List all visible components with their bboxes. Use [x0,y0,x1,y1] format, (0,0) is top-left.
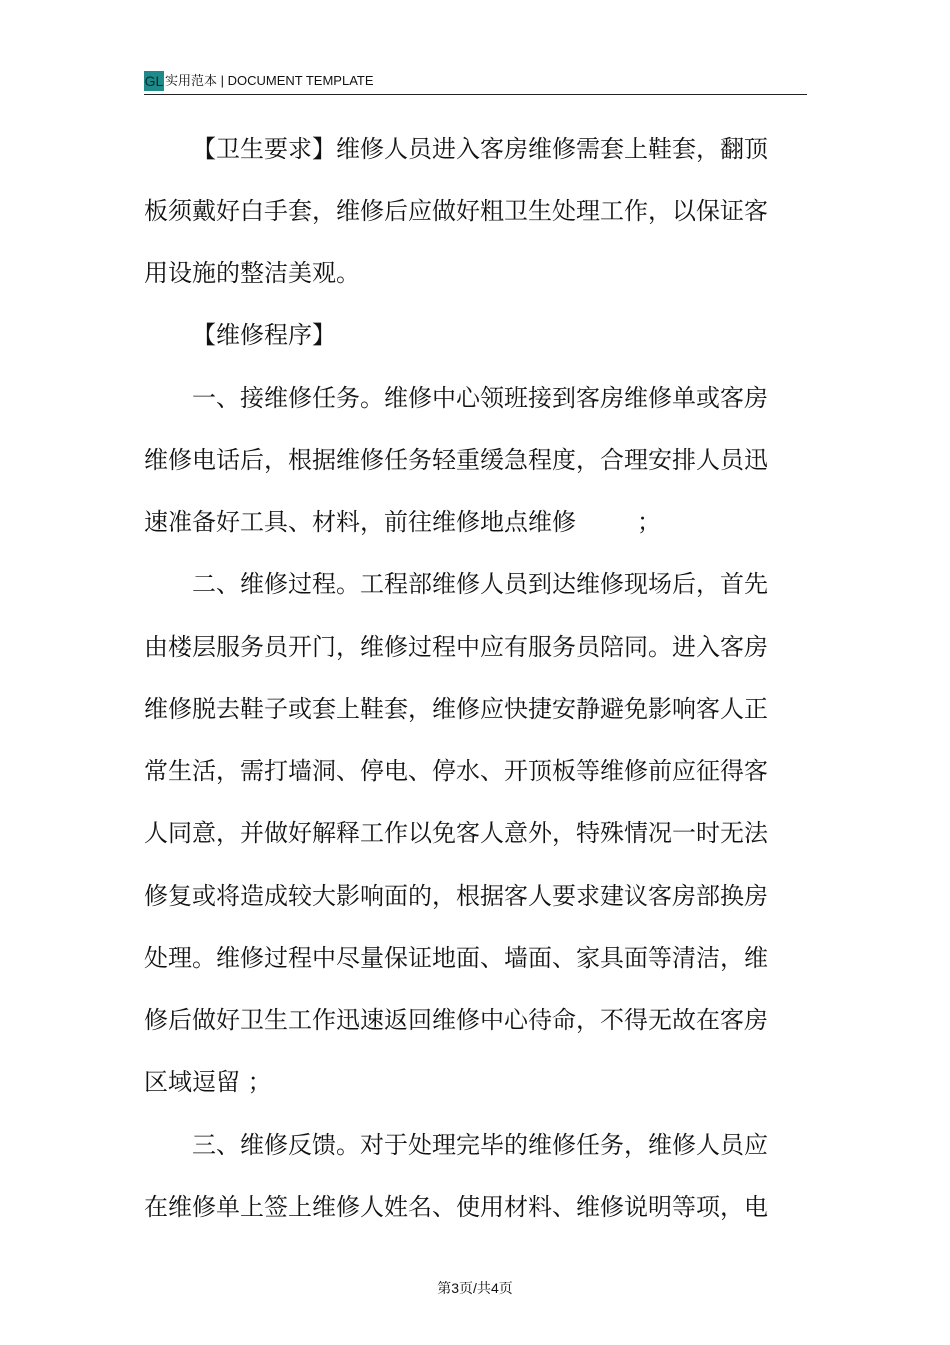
gl-logo: GL [144,73,164,89]
paragraph-line: 速准备好工具、材料，前往维修地点维修 ； [144,508,662,536]
paragraph-line: 二、维修过程。工程部维修人员到达维修现场后，首先 [192,570,768,598]
paragraph-line: 修后做好卫生工作迅速返回维修中心待命，不得无故在客房 [144,1006,768,1034]
paragraph-line: 区域逗留 ； [144,1068,272,1096]
paragraph-line: 处理。维修过程中尽量保证地面、墙面、家具面等清洁，维 [144,944,768,972]
paragraph-line: 修复或将造成较大影响面的，根据客人要求建议客房部换房 [144,882,768,910]
document-header [144,68,807,95]
paragraph-line: 用设施的整洁美观。 [144,259,360,287]
paragraph-line: 【卫生要求】维修人员进入客房维修需套上鞋套，翻顶 [192,135,768,163]
paragraph-line: 一、接维修任务。维修中心领班接到客房维修单或客房 [192,384,768,412]
paragraph-line: 由楼层服务员开门，维修过程中应有服务员陪同。进入客房 [144,633,768,661]
section-heading: 【维修程序】 [192,321,336,349]
paragraph-line: 在维修单上签上维修人姓名、使用材料、维修说明等项，电 [144,1193,768,1221]
paragraph-line: 人同意，并做好解释工作以免客人意外，特殊情况一时无法 [144,819,768,847]
paragraph-line: 常生活，需打墙洞、停电、停水、开顶板等维修前应征得客 [144,757,768,785]
header-title: 实用范本 | DOCUMENT TEMPLATE [165,73,374,88]
paragraph-line: 维修脱去鞋子或套上鞋套，维修应快捷安静避免影响客人正 [144,695,768,723]
paragraph-line: 维修电话后，根据维修任务轻重缓急程度，合理安排人员迅 [144,446,768,474]
paragraph-line: 三、维修反馈。对于处理完毕的维修任务，维修人员应 [192,1131,768,1159]
page-number: 第3页/共4页 [437,1280,513,1296]
paragraph-line: 板须戴好白手套，维修后应做好粗卫生处理工作，以保证客 [144,197,768,225]
